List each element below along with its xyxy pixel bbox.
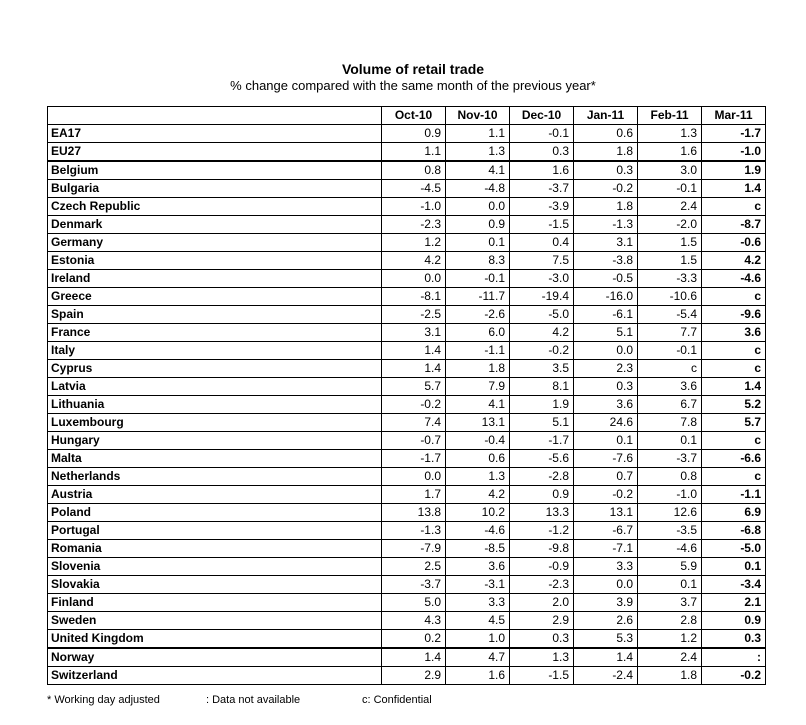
value-cell: 2.3 bbox=[574, 360, 638, 378]
country-cell: EU27 bbox=[48, 143, 382, 162]
country-cell: Greece bbox=[48, 288, 382, 306]
value-cell: -0.9 bbox=[510, 558, 574, 576]
value-cell: -1.3 bbox=[382, 522, 446, 540]
table-row bbox=[48, 396, 766, 414]
value-cell: -0.1 bbox=[638, 342, 702, 360]
value-cell: 3.1 bbox=[574, 234, 638, 252]
country-cell: Lithuania bbox=[48, 396, 382, 414]
value-cell: -5.0 bbox=[510, 306, 574, 324]
value-cell: -1.1 bbox=[446, 342, 510, 360]
value-cell: : bbox=[702, 648, 766, 667]
value-cell: 0.1 bbox=[446, 234, 510, 252]
country-cell: Hungary bbox=[48, 432, 382, 450]
country-cell: Norway bbox=[48, 648, 382, 667]
value-cell: -2.3 bbox=[382, 216, 446, 234]
value-cell: 3.5 bbox=[510, 360, 574, 378]
value-cell: 2.0 bbox=[510, 594, 574, 612]
value-cell: 5.0 bbox=[382, 594, 446, 612]
value-cell: 1.3 bbox=[638, 125, 702, 143]
value-cell: 1.6 bbox=[638, 143, 702, 162]
value-cell: 1.8 bbox=[446, 360, 510, 378]
country-cell: Italy bbox=[48, 342, 382, 360]
value-cell: -3.9 bbox=[510, 198, 574, 216]
value-cell: -6.7 bbox=[574, 522, 638, 540]
value-cell: 5.7 bbox=[702, 414, 766, 432]
value-cell: 6.9 bbox=[702, 504, 766, 522]
column-header: Nov-10 bbox=[446, 107, 510, 125]
table-row bbox=[48, 306, 766, 324]
country-column-header bbox=[48, 107, 382, 125]
value-cell: -0.2 bbox=[510, 342, 574, 360]
country-cell: Estonia bbox=[48, 252, 382, 270]
value-cell: 5.9 bbox=[638, 558, 702, 576]
value-cell: -1.5 bbox=[510, 667, 574, 685]
value-cell: c bbox=[638, 360, 702, 378]
value-cell: 3.3 bbox=[446, 594, 510, 612]
value-cell: 0.2 bbox=[382, 630, 446, 649]
value-cell: 0.3 bbox=[574, 161, 638, 180]
country-cell: Spain bbox=[48, 306, 382, 324]
value-cell: 13.1 bbox=[446, 414, 510, 432]
table-row bbox=[48, 522, 766, 540]
value-cell: 1.8 bbox=[574, 143, 638, 162]
value-cell: c bbox=[702, 468, 766, 486]
footnote-not-available: : Data not available bbox=[206, 694, 301, 706]
value-cell: -5.0 bbox=[702, 540, 766, 558]
value-cell: 4.7 bbox=[446, 648, 510, 667]
value-cell: 1.4 bbox=[382, 360, 446, 378]
table-row bbox=[48, 504, 766, 522]
value-cell: -2.0 bbox=[638, 216, 702, 234]
value-cell: 1.2 bbox=[382, 234, 446, 252]
table-row bbox=[48, 161, 766, 180]
value-cell: 5.3 bbox=[574, 630, 638, 649]
value-cell: 1.6 bbox=[446, 667, 510, 685]
value-cell: -1.2 bbox=[510, 522, 574, 540]
country-cell: Ireland bbox=[48, 270, 382, 288]
value-cell: -3.4 bbox=[702, 576, 766, 594]
value-cell: 5.2 bbox=[702, 396, 766, 414]
value-cell: 1.2 bbox=[638, 630, 702, 649]
value-cell: -1.7 bbox=[702, 125, 766, 143]
value-cell: c bbox=[702, 432, 766, 450]
table-row bbox=[48, 648, 766, 667]
value-cell: 1.5 bbox=[638, 234, 702, 252]
table-row bbox=[48, 252, 766, 270]
value-cell: -19.4 bbox=[510, 288, 574, 306]
footnote-confidential: c: Confidential bbox=[362, 694, 432, 706]
value-cell: -0.5 bbox=[574, 270, 638, 288]
value-cell: -16.0 bbox=[574, 288, 638, 306]
table-row bbox=[48, 576, 766, 594]
value-cell: 5.1 bbox=[510, 414, 574, 432]
value-cell: -8.1 bbox=[382, 288, 446, 306]
value-cell: 1.4 bbox=[382, 342, 446, 360]
table-row bbox=[48, 216, 766, 234]
value-cell: 0.0 bbox=[446, 198, 510, 216]
value-cell: -5.4 bbox=[638, 306, 702, 324]
value-cell: 0.0 bbox=[382, 270, 446, 288]
value-cell: -4.6 bbox=[702, 270, 766, 288]
value-cell: -1.0 bbox=[382, 198, 446, 216]
value-cell: -0.2 bbox=[574, 180, 638, 198]
table-row bbox=[48, 540, 766, 558]
value-cell: 4.2 bbox=[510, 324, 574, 342]
country-cell: Czech Republic bbox=[48, 198, 382, 216]
value-cell: 2.5 bbox=[382, 558, 446, 576]
value-cell: 0.1 bbox=[702, 558, 766, 576]
value-cell: 0.1 bbox=[638, 432, 702, 450]
value-cell: 1.3 bbox=[510, 648, 574, 667]
table-row bbox=[48, 450, 766, 468]
value-cell: -1.0 bbox=[702, 143, 766, 162]
value-cell: 0.9 bbox=[446, 216, 510, 234]
table-row bbox=[48, 486, 766, 504]
value-cell: 4.1 bbox=[446, 396, 510, 414]
value-cell: 1.0 bbox=[446, 630, 510, 649]
value-cell: -3.7 bbox=[382, 576, 446, 594]
value-cell: 1.9 bbox=[510, 396, 574, 414]
value-cell: 3.7 bbox=[638, 594, 702, 612]
table-row bbox=[48, 630, 766, 649]
value-cell: 6.7 bbox=[638, 396, 702, 414]
value-cell: -1.5 bbox=[510, 216, 574, 234]
value-cell: -2.5 bbox=[382, 306, 446, 324]
table-row bbox=[48, 125, 766, 143]
value-cell: -0.2 bbox=[382, 396, 446, 414]
country-cell: Portugal bbox=[48, 522, 382, 540]
value-cell: -3.0 bbox=[510, 270, 574, 288]
value-cell: 7.9 bbox=[446, 378, 510, 396]
value-cell: 0.0 bbox=[574, 342, 638, 360]
value-cell: 1.6 bbox=[510, 161, 574, 180]
value-cell: 0.3 bbox=[702, 630, 766, 649]
country-cell: France bbox=[48, 324, 382, 342]
value-cell: -8.5 bbox=[446, 540, 510, 558]
value-cell: 7.7 bbox=[638, 324, 702, 342]
column-header: Dec-10 bbox=[510, 107, 574, 125]
country-cell: Poland bbox=[48, 504, 382, 522]
value-cell: 2.1 bbox=[702, 594, 766, 612]
footnotes bbox=[47, 694, 806, 710]
value-cell: -4.6 bbox=[638, 540, 702, 558]
value-cell: 1.4 bbox=[702, 378, 766, 396]
value-cell: 0.9 bbox=[510, 486, 574, 504]
value-cell: 4.5 bbox=[446, 612, 510, 630]
value-cell: 1.8 bbox=[638, 667, 702, 685]
value-cell: -7.6 bbox=[574, 450, 638, 468]
footnote-working-day: * Working day adjusted bbox=[47, 694, 160, 706]
table-row bbox=[48, 414, 766, 432]
table-header-row bbox=[48, 107, 766, 125]
value-cell: 5.7 bbox=[382, 378, 446, 396]
value-cell: c bbox=[702, 342, 766, 360]
value-cell: 7.5 bbox=[510, 252, 574, 270]
country-cell: Austria bbox=[48, 486, 382, 504]
table-body bbox=[48, 125, 766, 685]
table-row bbox=[48, 612, 766, 630]
value-cell: 1.8 bbox=[574, 198, 638, 216]
table-row bbox=[48, 378, 766, 396]
country-cell: Luxembourg bbox=[48, 414, 382, 432]
value-cell: 3.3 bbox=[574, 558, 638, 576]
column-header: Feb-11 bbox=[638, 107, 702, 125]
country-cell: United Kingdom bbox=[48, 630, 382, 649]
value-cell: 0.8 bbox=[638, 468, 702, 486]
value-cell: -0.2 bbox=[702, 667, 766, 685]
value-cell: -0.1 bbox=[446, 270, 510, 288]
value-cell: -10.6 bbox=[638, 288, 702, 306]
value-cell: 0.8 bbox=[382, 161, 446, 180]
value-cell: -3.7 bbox=[510, 180, 574, 198]
value-cell: -0.1 bbox=[638, 180, 702, 198]
value-cell: -9.8 bbox=[510, 540, 574, 558]
value-cell: -2.8 bbox=[510, 468, 574, 486]
value-cell: -8.7 bbox=[702, 216, 766, 234]
table-row bbox=[48, 468, 766, 486]
value-cell: 1.3 bbox=[446, 143, 510, 162]
value-cell: -0.6 bbox=[702, 234, 766, 252]
value-cell: 0.1 bbox=[638, 576, 702, 594]
value-cell: 2.8 bbox=[638, 612, 702, 630]
value-cell: 0.3 bbox=[574, 378, 638, 396]
value-cell: -6.6 bbox=[702, 450, 766, 468]
value-cell: 1.7 bbox=[382, 486, 446, 504]
value-cell: -3.3 bbox=[638, 270, 702, 288]
value-cell: 1.9 bbox=[702, 161, 766, 180]
value-cell: -0.1 bbox=[510, 125, 574, 143]
value-cell: -3.8 bbox=[574, 252, 638, 270]
column-header: Jan-11 bbox=[574, 107, 638, 125]
value-cell: 3.1 bbox=[382, 324, 446, 342]
value-cell: 10.2 bbox=[446, 504, 510, 522]
value-cell: 4.2 bbox=[702, 252, 766, 270]
value-cell: 4.3 bbox=[382, 612, 446, 630]
value-cell: 1.1 bbox=[446, 125, 510, 143]
country-cell: EA17 bbox=[48, 125, 382, 143]
value-cell: -2.3 bbox=[510, 576, 574, 594]
value-cell: 0.3 bbox=[510, 630, 574, 649]
value-cell: -1.0 bbox=[638, 486, 702, 504]
value-cell: -9.6 bbox=[702, 306, 766, 324]
country-cell: Cyprus bbox=[48, 360, 382, 378]
value-cell: 4.1 bbox=[446, 161, 510, 180]
value-cell: -4.6 bbox=[446, 522, 510, 540]
value-cell: 2.4 bbox=[638, 198, 702, 216]
table-row bbox=[48, 667, 766, 685]
value-cell: 7.8 bbox=[638, 414, 702, 432]
value-cell: 0.9 bbox=[702, 612, 766, 630]
value-cell: 0.9 bbox=[382, 125, 446, 143]
value-cell: 13.3 bbox=[510, 504, 574, 522]
value-cell: 0.6 bbox=[574, 125, 638, 143]
table-row bbox=[48, 143, 766, 162]
table-row bbox=[48, 234, 766, 252]
value-cell: c bbox=[702, 198, 766, 216]
value-cell: 3.6 bbox=[702, 324, 766, 342]
value-cell: -1.1 bbox=[702, 486, 766, 504]
country-cell: Slovenia bbox=[48, 558, 382, 576]
value-cell: -5.6 bbox=[510, 450, 574, 468]
value-cell: -2.4 bbox=[574, 667, 638, 685]
value-cell: 24.6 bbox=[574, 414, 638, 432]
value-cell: -6.1 bbox=[574, 306, 638, 324]
value-cell: 8.1 bbox=[510, 378, 574, 396]
retail-trade-table bbox=[47, 106, 766, 685]
value-cell: -7.1 bbox=[574, 540, 638, 558]
value-cell: 1.1 bbox=[382, 143, 446, 162]
value-cell: -0.7 bbox=[382, 432, 446, 450]
value-cell: c bbox=[702, 288, 766, 306]
value-cell: -2.6 bbox=[446, 306, 510, 324]
country-cell: Netherlands bbox=[48, 468, 382, 486]
value-cell: 3.0 bbox=[638, 161, 702, 180]
country-cell: Romania bbox=[48, 540, 382, 558]
country-cell: Belgium bbox=[48, 161, 382, 180]
value-cell: 0.1 bbox=[574, 432, 638, 450]
value-cell: 3.6 bbox=[446, 558, 510, 576]
value-cell: 0.0 bbox=[382, 468, 446, 486]
table-row bbox=[48, 288, 766, 306]
value-cell: 7.4 bbox=[382, 414, 446, 432]
value-cell: -0.2 bbox=[574, 486, 638, 504]
value-cell: 13.1 bbox=[574, 504, 638, 522]
value-cell: 1.4 bbox=[574, 648, 638, 667]
country-cell: Malta bbox=[48, 450, 382, 468]
value-cell: 3.6 bbox=[638, 378, 702, 396]
table-row bbox=[48, 360, 766, 378]
value-cell: 0.3 bbox=[510, 143, 574, 162]
value-cell: -6.8 bbox=[702, 522, 766, 540]
value-cell: 0.6 bbox=[446, 450, 510, 468]
country-cell: Switzerland bbox=[48, 667, 382, 685]
value-cell: 8.3 bbox=[446, 252, 510, 270]
value-cell: -1.7 bbox=[382, 450, 446, 468]
value-cell: 4.2 bbox=[382, 252, 446, 270]
table-row bbox=[48, 342, 766, 360]
value-cell: 1.4 bbox=[702, 180, 766, 198]
value-cell: 12.6 bbox=[638, 504, 702, 522]
value-cell: 4.2 bbox=[446, 486, 510, 504]
value-cell: -4.5 bbox=[382, 180, 446, 198]
country-cell: Germany bbox=[48, 234, 382, 252]
country-cell: Sweden bbox=[48, 612, 382, 630]
table-row bbox=[48, 558, 766, 576]
value-cell: 1.5 bbox=[638, 252, 702, 270]
value-cell: 1.4 bbox=[382, 648, 446, 667]
value-cell: -7.9 bbox=[382, 540, 446, 558]
value-cell: -3.1 bbox=[446, 576, 510, 594]
value-cell: 5.1 bbox=[574, 324, 638, 342]
country-cell: Finland bbox=[48, 594, 382, 612]
value-cell: 0.7 bbox=[574, 468, 638, 486]
page-title: Volume of retail trade bbox=[341, 61, 485, 77]
value-cell: -4.8 bbox=[446, 180, 510, 198]
table-row bbox=[48, 594, 766, 612]
value-cell: 1.3 bbox=[446, 468, 510, 486]
table-row bbox=[48, 324, 766, 342]
value-cell: 3.9 bbox=[574, 594, 638, 612]
column-header: Mar-11 bbox=[702, 107, 766, 125]
country-cell: Slovakia bbox=[48, 576, 382, 594]
value-cell: 2.4 bbox=[638, 648, 702, 667]
table-row bbox=[48, 180, 766, 198]
value-cell: 0.0 bbox=[574, 576, 638, 594]
value-cell: c bbox=[702, 360, 766, 378]
country-cell: Latvia bbox=[48, 378, 382, 396]
value-cell: 13.8 bbox=[382, 504, 446, 522]
value-cell: -1.3 bbox=[574, 216, 638, 234]
value-cell: 2.9 bbox=[382, 667, 446, 685]
column-header: Oct-10 bbox=[382, 107, 446, 125]
value-cell: 6.0 bbox=[446, 324, 510, 342]
country-cell: Bulgaria bbox=[48, 180, 382, 198]
table-row bbox=[48, 432, 766, 450]
page-subtitle: % change compared with the same month of the previous year* bbox=[230, 78, 596, 93]
value-cell: 0.4 bbox=[510, 234, 574, 252]
table-row bbox=[48, 270, 766, 288]
value-cell: -3.7 bbox=[638, 450, 702, 468]
value-cell: -11.7 bbox=[446, 288, 510, 306]
value-cell: 2.9 bbox=[510, 612, 574, 630]
value-cell: 3.6 bbox=[574, 396, 638, 414]
value-cell: -3.5 bbox=[638, 522, 702, 540]
value-cell: 2.6 bbox=[574, 612, 638, 630]
country-cell: Denmark bbox=[48, 216, 382, 234]
table-row bbox=[48, 198, 766, 216]
value-cell: -0.4 bbox=[446, 432, 510, 450]
value-cell: -1.7 bbox=[510, 432, 574, 450]
